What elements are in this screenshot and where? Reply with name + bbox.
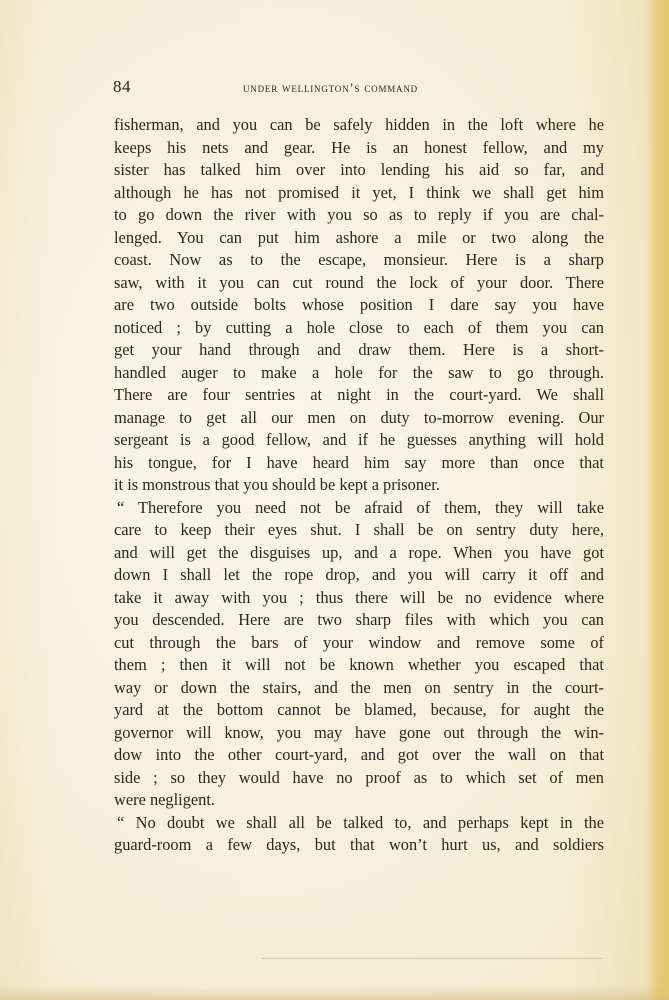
text-line: sergeant is a good fellow, and if he guesses anything will hold xyxy=(114,430,604,449)
text-line: governor will know, you may have gone out through the win- xyxy=(114,722,604,742)
footer-rule xyxy=(262,958,602,959)
text-line: way or down the stairs, and the men on sentry in the court- xyxy=(114,677,604,697)
text-line: get your hand through and draw them. Here is a short- xyxy=(114,340,604,359)
page-edge-shadow xyxy=(647,0,669,1000)
text-line: it is monstrous that you should be kept a prisoner. xyxy=(114,475,440,494)
text-line: cut through the bars of your window and remove some of xyxy=(114,632,604,652)
text-line: them ; then it will not be known whether you escaped that xyxy=(114,655,604,674)
text-line: coast. Now as to the escape, monsieur. Here is a sharp xyxy=(114,250,604,269)
text-line: lenged. You can put him ashore a mile or two along the xyxy=(114,227,604,247)
text-line: were negligent. xyxy=(114,790,216,809)
text-line: There are four sentries at night in the court-yard. We shall xyxy=(114,385,604,404)
text-line: down I shall let the rope drop, and you will carry it off and xyxy=(114,565,604,584)
page-bottom-edge xyxy=(0,986,669,1000)
text-line: dow into the other court-yard, and got over the wall on that xyxy=(114,745,604,764)
text-line: manage to get all our men on duty to-morrow evening. Our xyxy=(114,407,604,427)
text-line: handled auger to make a hole for the saw to go through. xyxy=(114,362,604,382)
text-line: and will get the disguises up, and a rope. When you have got xyxy=(114,542,604,562)
text-line: sister has talked him over into lending his aid so far, and xyxy=(114,160,604,179)
text-line: to go down the river with you so as to reply if you are chal- xyxy=(114,205,604,224)
text-line: fisherman, and you can be safely hidden in the loft where he xyxy=(114,115,604,134)
text-line: are two outside bolts whose position I dare say you have xyxy=(114,295,604,314)
page-header xyxy=(113,77,603,101)
text-line: keeps his nets and gear. He is an honest fellow, and my xyxy=(114,137,604,157)
text-line: saw, with it you can cut round the lock of your door. There xyxy=(114,272,604,292)
text-line: his tongue, for I have heard him say more than once that xyxy=(114,452,604,472)
text-line: noticed ; by cutting a hole close to each of them you can xyxy=(114,317,604,337)
page-number: 84 xyxy=(113,77,131,96)
text-line: side ; so they would have no proof as to which set of men xyxy=(114,767,604,787)
running-head: under wellington’s command xyxy=(243,80,418,95)
text-line: “ No doubt we shall all be talked to, and perhaps kept in the xyxy=(117,812,604,832)
text-line: yard at the bottom cannot be blamed, because, for aught the xyxy=(114,700,604,719)
text-line: you descended. Here are two sharp files with which you can xyxy=(114,610,604,629)
text-line: care to keep their eyes shut. I shall be on sentry duty here, xyxy=(114,520,604,539)
text-line: “ Therefore you need not be afraid of them, they will take xyxy=(117,497,604,517)
body-text xyxy=(114,114,604,857)
text-line: guard-room a few days, but that won’t hurt us, and soldiers xyxy=(114,835,604,854)
text-line: take it away with you ; thus there will be no evidence where xyxy=(114,587,604,607)
text-line: although he has not promised it yet, I think we shall get him xyxy=(114,182,604,202)
